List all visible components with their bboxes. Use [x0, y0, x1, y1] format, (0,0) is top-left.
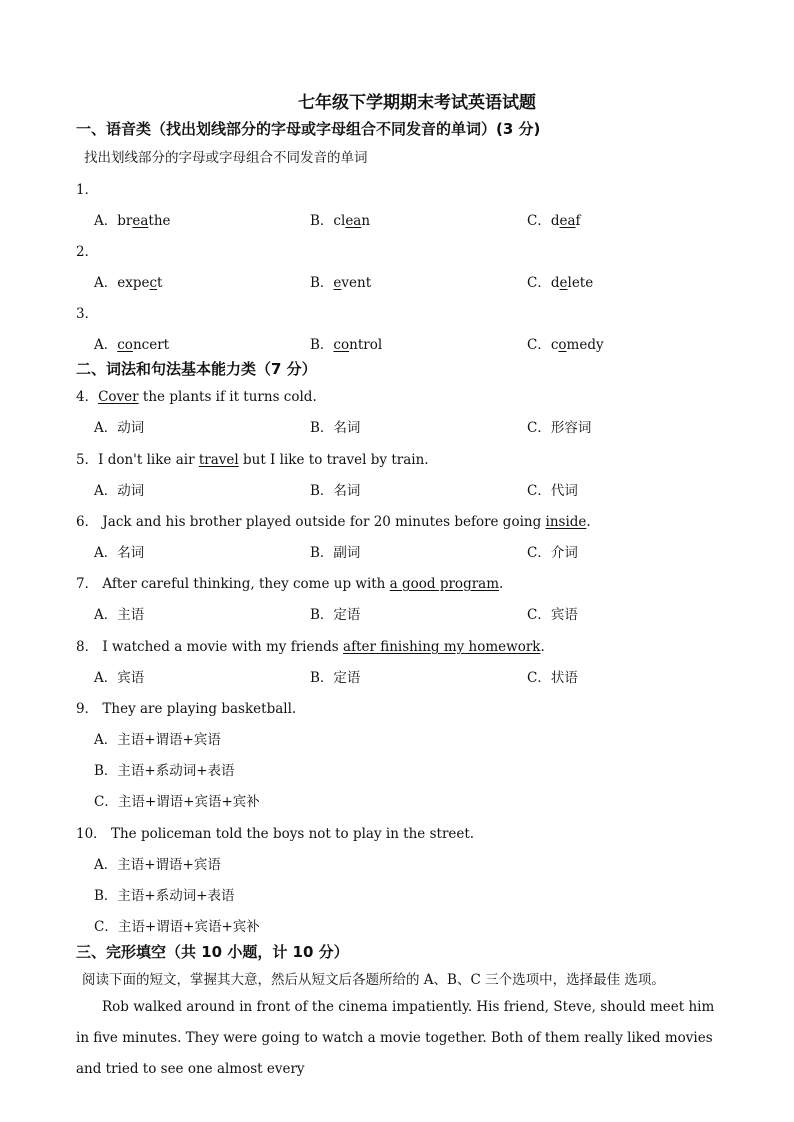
question-4-option-a[interactable]: A．动词	[94, 420, 145, 436]
word-part: ncert	[132, 337, 170, 353]
stem-text: .	[540, 639, 545, 655]
section-3-heading: 三、完形填空（共 10 小题，计 10 分）	[76, 943, 349, 961]
option-label: C．	[527, 337, 551, 353]
question-5-option-a[interactable]: A．动词	[94, 483, 145, 499]
question-3-option-b[interactable]	[310, 333, 382, 353]
question-6-option-b[interactable]: B．副词	[310, 545, 361, 561]
word-part: d	[550, 213, 560, 229]
stem-text: but I like to travel by train.	[238, 452, 429, 468]
question-9-option-a[interactable]: A．主语+谓语+宾语	[94, 732, 221, 748]
question-3-option-a[interactable]	[94, 333, 169, 353]
stem-text: They are playing basketball.	[102, 701, 297, 717]
section-1-heading: 一、语音类（找出划线部分的字母或字母组合不同发音的单词）(3 分)	[76, 120, 541, 138]
word-part: expe	[117, 275, 150, 291]
question-number: 7．	[76, 576, 99, 592]
word-part: lete	[567, 275, 594, 291]
stem-text: Jack and his brother played outside for 20 minutes before going	[102, 514, 546, 530]
underlined-letters: ea	[345, 213, 362, 229]
stem-text: .	[586, 514, 591, 530]
question-10-option-a[interactable]: A．主语+谓语+宾语	[94, 857, 221, 873]
cloze-passage: Rob walked around in front of the cinema impatiently. His friend, Steve, should meet him in five minutes. They were going to watch a movie together. Both of them really liked movies and tried to see one almost every	[76, 999, 715, 1077]
question-4-option-b[interactable]: B．名词	[310, 420, 361, 436]
question-5-option-b[interactable]: B．名词	[310, 483, 361, 499]
section-2-heading: 二、词法和句法基本能力类（7 分）	[76, 360, 317, 378]
underlined-phrase: a good program	[389, 576, 500, 592]
question-10-option-c[interactable]: C．主语+谓语+宾语+宾补	[94, 919, 260, 935]
question-9-option-b[interactable]: B．主语+系动词+表语	[94, 763, 235, 779]
question-8-option-a[interactable]: A．宾语	[94, 670, 145, 686]
underlined-letters: o	[558, 337, 567, 353]
word-part: d	[550, 275, 560, 291]
question-number: 5．	[76, 452, 99, 468]
stem-text: After careful thinking, they come up with	[102, 576, 390, 592]
question-1-option-b[interactable]	[310, 209, 370, 229]
question-number: 6．	[76, 514, 99, 530]
option-label: B．	[310, 337, 334, 353]
underlined-letters: c	[149, 275, 158, 291]
option-label: C．	[527, 275, 551, 291]
question-6-option-c[interactable]: C．介词	[527, 545, 578, 561]
underlined-phrase: after finishing my homework	[343, 639, 541, 655]
underlined-letters: co	[333, 337, 350, 353]
word-part: vent	[341, 275, 372, 291]
stem-text: I don't like air	[98, 452, 199, 468]
word-part: n	[361, 213, 371, 229]
question-2-option-c[interactable]	[527, 271, 593, 291]
option-label: A．	[94, 213, 118, 229]
option-label: A．	[94, 337, 118, 353]
question-number: 4．	[76, 389, 99, 405]
question-9-stem	[76, 697, 296, 717]
question-number: 8．	[76, 639, 99, 655]
underlined-phrase: Cover	[98, 389, 139, 405]
underlined-letters: ea	[559, 213, 576, 229]
question-3-number: 3．	[76, 306, 99, 322]
word-part: cl	[333, 213, 346, 229]
question-2-option-a[interactable]	[94, 271, 162, 291]
question-6-option-a[interactable]: A．名词	[94, 545, 145, 561]
option-label: B．	[310, 213, 334, 229]
question-6-stem	[76, 510, 591, 530]
option-label: B．	[310, 275, 334, 291]
question-8-option-b[interactable]: B．定语	[310, 670, 361, 686]
word-part: f	[575, 213, 581, 229]
question-5-stem	[76, 448, 429, 468]
word-part: c	[550, 337, 559, 353]
question-1-option-c[interactable]	[527, 209, 581, 229]
underlined-letters: e	[333, 275, 342, 291]
underlined-letters: e	[559, 275, 568, 291]
question-7-option-c[interactable]: C．宾语	[527, 607, 578, 623]
word-part: t	[157, 275, 163, 291]
question-7-stem	[76, 572, 503, 592]
stem-text: .	[499, 576, 504, 592]
underlined-phrase: travel	[198, 452, 239, 468]
question-8-option-c[interactable]: C．状语	[527, 670, 578, 686]
question-10-stem	[76, 822, 474, 842]
page-title: 七年级下学期期末考试英语试题	[298, 93, 536, 113]
question-7-option-a[interactable]: A．主语	[94, 607, 145, 623]
section-1-instruction: 找出划线部分的字母或字母组合不同发音的单词	[84, 150, 368, 166]
word-part: medy	[566, 337, 604, 353]
stem-text: The policeman told the boys not to play in the street.	[110, 826, 475, 842]
question-2-option-b[interactable]	[310, 271, 371, 291]
word-part: the	[148, 213, 171, 229]
question-number: 10．	[76, 826, 107, 842]
question-8-stem	[76, 635, 545, 655]
question-4-option-c[interactable]: C．形容词	[527, 420, 592, 436]
section-3-instruction: 阅读下面的短文，掌握其大意，然后从短文后各题所给的 A、B、C 三个选项中，选择最佳 选项。	[82, 972, 665, 988]
underlined-phrase: inside	[545, 514, 587, 530]
question-3-option-c[interactable]	[527, 333, 604, 353]
question-1-number: 1．	[76, 182, 99, 198]
underlined-letters: co	[117, 337, 133, 353]
option-label: A．	[94, 275, 118, 291]
question-9-option-c[interactable]: C．主语+谓语+宾语+宾补	[94, 794, 260, 810]
question-7-option-b[interactable]: B．定语	[310, 607, 361, 623]
question-1-option-a[interactable]	[94, 209, 171, 229]
stem-text: I watched a movie with my friends	[102, 639, 344, 655]
question-2-number: 2．	[76, 244, 99, 260]
question-5-option-c[interactable]: C．代词	[527, 483, 578, 499]
stem-text: the plants if it turns cold.	[138, 389, 317, 405]
question-number: 9．	[76, 701, 99, 717]
question-4-stem	[76, 385, 317, 405]
question-10-option-b[interactable]: B．主语+系动词+表语	[94, 888, 235, 904]
word-part: ntrol	[349, 337, 383, 353]
word-part: br	[117, 213, 133, 229]
option-label: C．	[527, 213, 551, 229]
underlined-letters: ea	[132, 213, 149, 229]
